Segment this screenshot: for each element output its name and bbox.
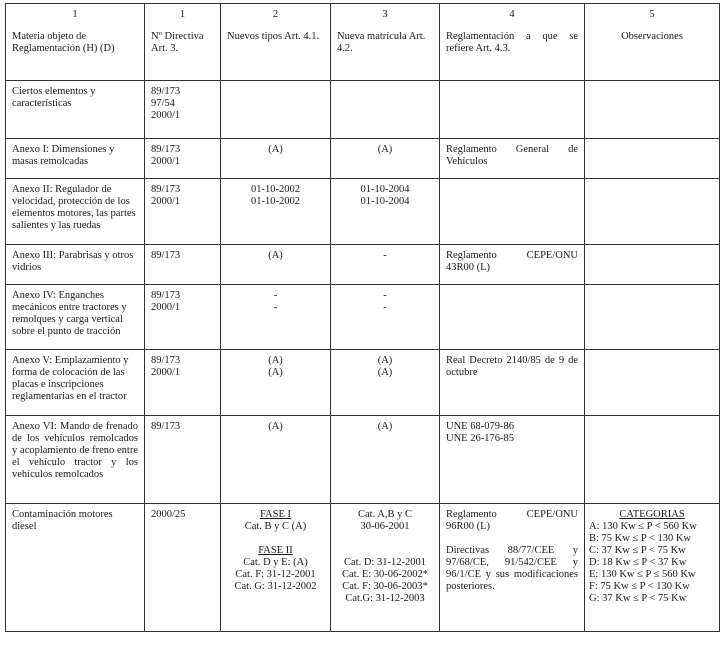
table-row: [6, 416, 720, 504]
column-number: 3: [382, 9, 388, 20]
matricula-cell: (A): [331, 416, 440, 504]
column-label: Nueva matrícula Art. 4.2.: [337, 31, 426, 54]
observaciones-cell: [585, 81, 720, 139]
nuevos-cell: (A): [221, 245, 331, 285]
matricula-cell: - -: [331, 285, 440, 350]
nuevos-cell: (A) (A): [221, 350, 331, 416]
directiva-cell: 89/173 2000/1: [145, 139, 221, 179]
observaciones-cell: [585, 285, 720, 350]
matricula-cell: 01-10-2004 01-10-2004: [331, 179, 440, 245]
nuevos-cell: 01-10-2002 01-10-2002: [221, 179, 331, 245]
column-label: Nº Directiva Art. 3.: [151, 31, 204, 54]
directiva-cell: 89/173 2000/1: [145, 179, 221, 245]
nuevos-cell: FASE I Cat. B y C (A) FASE II Cat. D y E: (A) Cat. F: 31-12-2001 Cat. G: 31-12-2002: [221, 504, 331, 632]
column-number: 2: [272, 9, 279, 20]
header-observaciones: [585, 4, 720, 81]
column-label: Reglamentación a que se refiere Art. 4.3.: [446, 31, 578, 54]
categoria-item: F: 75 Kw ≤ P < 130 Kw: [589, 581, 690, 592]
regulation-table: [5, 3, 720, 632]
column-label: Observaciones: [621, 31, 683, 42]
header-row: [6, 4, 720, 81]
header-nueva-matricula: [331, 4, 440, 81]
table-row: [6, 245, 720, 285]
document-page: [5, 3, 720, 632]
observaciones-cell: [585, 179, 720, 245]
categoria-item: B: 75 Kw ≤ P < 130 Kw: [589, 533, 692, 544]
nuevos-cell: [221, 81, 331, 139]
materia-cell: Anexo I: Dimensiones y masas remolcadas: [6, 139, 145, 179]
materia-cell: Anexo II: Regulador de velocidad, protección de los elementos motores, las partes salientes y las ruedas: [6, 179, 145, 245]
column-number: 4: [509, 9, 515, 20]
observaciones-cell: [585, 245, 720, 285]
header-nuevos-tipos: [221, 4, 331, 81]
table-row: [6, 179, 720, 245]
table-row: [6, 81, 720, 139]
directiva-cell: 89/173: [145, 416, 221, 504]
table-row: [6, 285, 720, 350]
reglamentacion-cell: [440, 81, 585, 139]
reglamentacion-cell: Reglamento CEPE/ONU 96R00 (L) Directivas 88/77/CEE y 97/68/CE, 91/542/CEE y 96/1/CE y sus modificaciones posteriores.: [440, 504, 585, 632]
categorias-title: CATEGORIAS: [619, 509, 685, 520]
categoria-item: A: 130 Kw ≤ P < 560 Kw: [589, 521, 697, 532]
directiva-cell: 89/173: [145, 245, 221, 285]
table-row-diesel: [6, 504, 720, 632]
reglamentacion-cell: Reglamento General de Vehículos: [440, 139, 585, 179]
header-directiva: [145, 4, 221, 81]
observaciones-cell: [585, 139, 720, 179]
categorias-cell: [585, 504, 720, 632]
fase-2-title: FASE II: [258, 545, 293, 556]
materia-cell: Anexo V: Emplazamiento y forma de colocación de las placas e inscripciones reglamentarias en el tractor: [6, 350, 145, 416]
categoria-item: E: 130 Kw ≤ P ≤ 560 Kw: [589, 569, 696, 580]
column-label: Materia objeto de Reglamentación (H) (D): [12, 31, 115, 54]
materia-cell: Contaminación motores diesel: [6, 504, 145, 632]
column-number: 5: [649, 9, 655, 20]
nuevos-cell: - -: [221, 285, 331, 350]
reglamentacion-cell: [440, 179, 585, 245]
column-number: 1: [179, 9, 186, 20]
matricula-cell: [331, 81, 440, 139]
column-number: 1: [72, 9, 78, 20]
reglamentacion-cell: Real Decreto 2140/85 de 9 de octubre: [440, 350, 585, 416]
fase-1-title: FASE I: [259, 509, 292, 520]
materia-cell: Anexo III: Parabrisas y otros vidrios: [6, 245, 145, 285]
reglamentacion-cell: UNE 68-079-86 UNE 26-176-85: [440, 416, 585, 504]
observaciones-cell: [585, 416, 720, 504]
directiva-cell: 89/173 2000/1: [145, 285, 221, 350]
header-materia: [6, 4, 145, 81]
header-reglamentacion: [440, 4, 585, 81]
categoria-item: C: 37 Kw ≤ P < 75 Kw: [589, 545, 686, 556]
table-row: [6, 139, 720, 179]
categoria-item: D: 18 Kw ≤ P < 37 Kw: [589, 557, 687, 568]
directiva-cell: 2000/25: [145, 504, 221, 632]
nuevos-cell: (A): [221, 416, 331, 504]
nuevos-cell: (A): [221, 139, 331, 179]
directiva-cell: 89/173 97/54 2000/1: [145, 81, 221, 139]
reglamentacion-cell: [440, 285, 585, 350]
matricula-cell: (A): [331, 139, 440, 179]
materia-cell: Anexo IV: Enganches mecánicos entre tractores y remolques y carga vertical sobre el punto de tracción: [6, 285, 145, 350]
categoria-item: G: 37 Kw ≤ P < 75 Kw: [589, 593, 687, 604]
observaciones-cell: [585, 350, 720, 416]
matricula-cell: Cat. A,B y C 30-06-2001 Cat. D: 31-12-2001 Cat. E: 30-06-2002* Cat. F: 30-06-2003* Cat.G: 31-12-2003: [331, 504, 440, 632]
reglamentacion-cell: Reglamento CEPE/ONU 43R00 (L): [440, 245, 585, 285]
matricula-cell: (A) (A): [331, 350, 440, 416]
materia-cell: Anexo VI: Mando de frenado de los vehículos remolcados y acoplamiento de freno entre el vehículo tractor y los vehículos remolcados: [6, 416, 145, 504]
table-row: [6, 350, 720, 416]
directiva-cell: 89/173 2000/1: [145, 350, 221, 416]
column-label: Nuevos tipos Art. 4.1.: [227, 31, 320, 42]
matricula-cell: -: [331, 245, 440, 285]
materia-cell: Ciertos elementos y características: [6, 81, 145, 139]
